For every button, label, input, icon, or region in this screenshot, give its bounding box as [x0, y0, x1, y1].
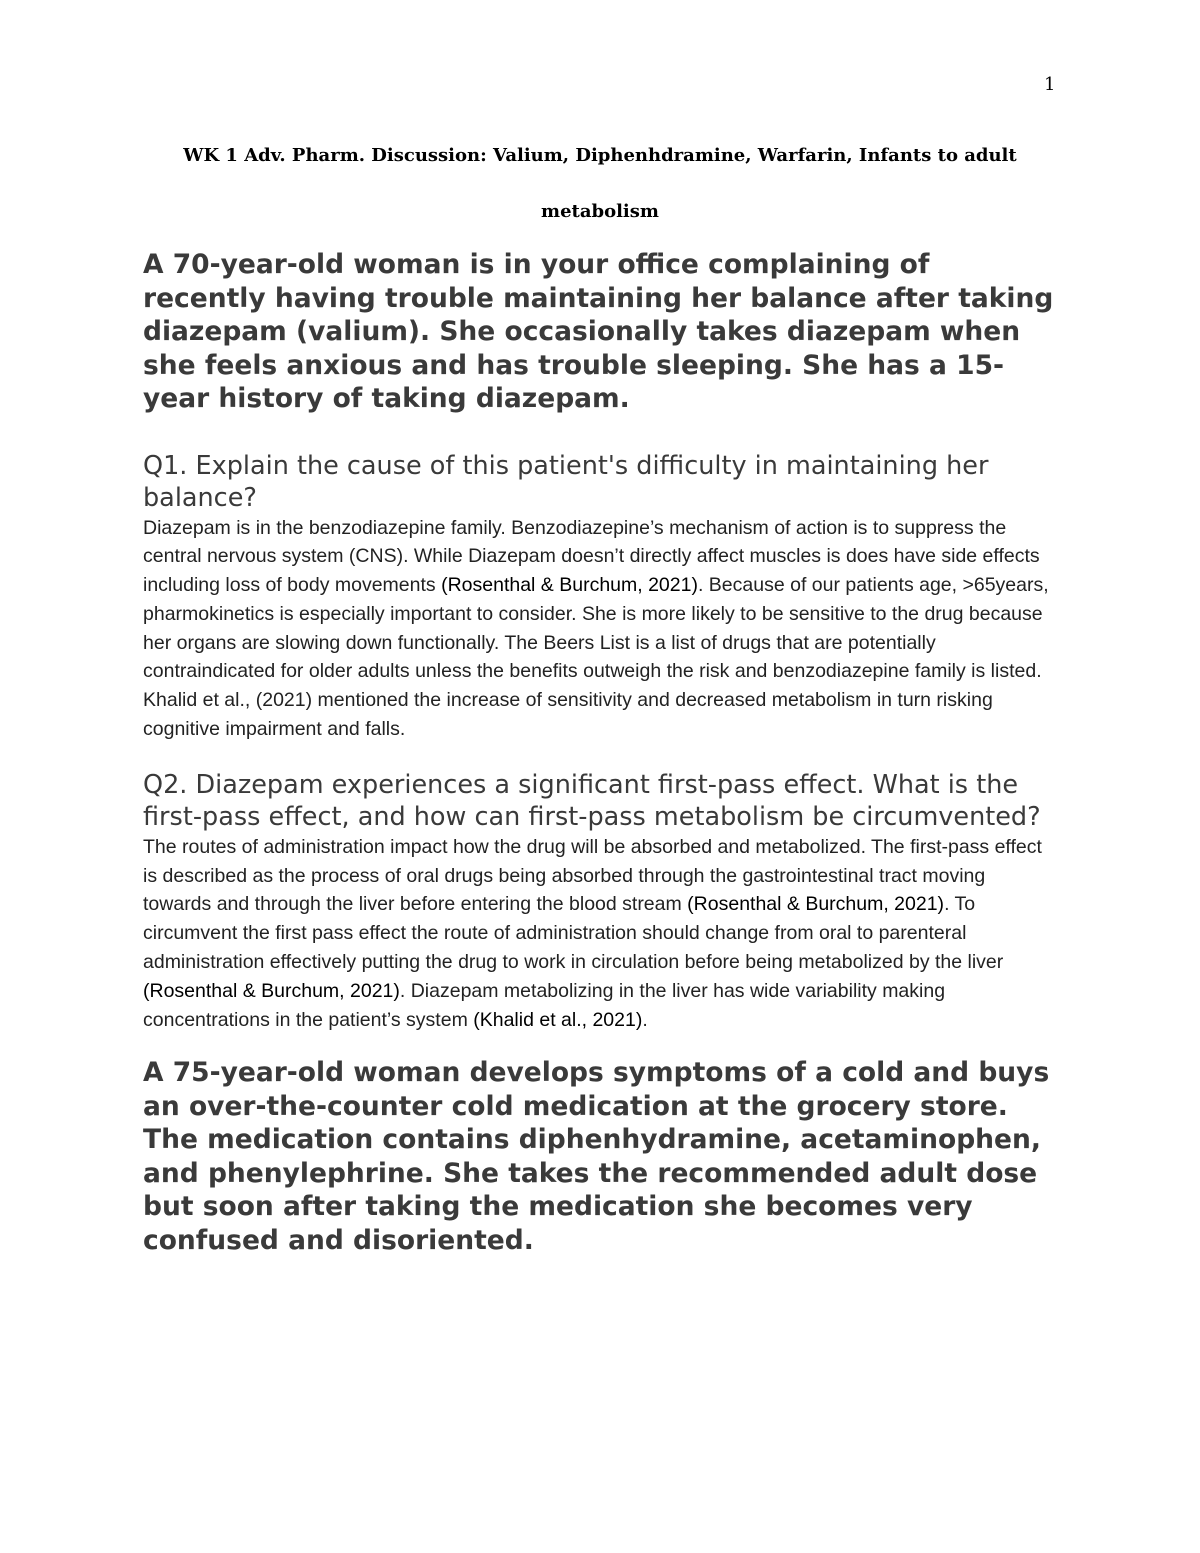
spacer	[143, 416, 1058, 450]
case-prompt-2: A 75-year-old woman develops symptoms of a cold and buys an over-the-counter cold medication at the grocery store. The medication contains diphenhydramine, acetaminophen, and phenylephrine. She takes the recommended adult dose but soon after taking the medication she becomes very confused and disoriented.	[143, 1057, 1050, 1256]
citation: (Rosenthal & Burchum, 2021)	[441, 574, 698, 597]
answer-1-text-a: Diazepam is in the benzodiazepine family. Benzodiazepine’s mechanism of action is to suppress the central nervous system (CNS). While Diazepam doesn’t directly affect muscles is does have side effects including loss of body movements	[143, 516, 1040, 597]
page-number: 1	[1044, 74, 1056, 95]
case-prompt-1: A 70-year-old woman is in your office complaining of recently having trouble maintaining her balance after taking diazepam (valium). She occasionally takes diazepam when she feels anxious and has trouble sleeping. She has a 15-year history of taking diazepam.	[143, 249, 1054, 414]
answer-2-text-c: . Diazepam metabolizing in the liver has wide variability making concentrations in the patient’s system	[143, 979, 946, 1031]
document-body	[143, 248, 1058, 1257]
answer-2-text-b: . To circumvent the first pass effect the route of administration should change from oral to parenteral administration effectively putting the drug to work in circulation before being metabolized by the liver	[143, 893, 1004, 974]
answer-1	[143, 514, 1058, 744]
citation: (Rosenthal & Burchum, 2021)	[143, 979, 400, 1002]
title-line-1: WK 1 Adv. Pharm. Discussion: Valium, Diphenhdramine, Warfarin, Infants to adult	[183, 145, 1017, 166]
answer-2-text-a: The routes of administration impact how the drug will be absorbed and metabolized. The first-pass effect is described as the process of oral drugs being absorbed through the gastrointestinal tract moving towards and through the liver before entering the blood stream	[143, 835, 1042, 916]
question-1: Q1. Explain the cause of this patient's difficulty in maintaining her balance?	[143, 450, 989, 513]
answer-2-text-d: .	[642, 1008, 648, 1031]
answer-2	[143, 833, 1058, 1035]
spacer	[143, 744, 1058, 769]
question-2: Q2. Diazepam experiences a significant first-pass effect. What is the first-pass effect, and how can first-pass metabolism be circumvented?	[143, 769, 1041, 832]
answer-1-text-b: . Because of our patients age, >65years, pharmokinetics is especially important to consider. She is more likely to be sensitive to the drug because her organs are slowing down functionally. The Beers List is a list of drugs that are potentially contraindicated for older adults unless the benefits outweigh the risk and benzodiazepine family is listed. Khalid et al., (2021) mentioned the increase of sensitivity and decreased metabolism in turn risking cognitive impairment and falls.	[143, 574, 1049, 741]
title-line-2: metabolism	[541, 201, 659, 222]
document-title	[130, 128, 1070, 240]
citation: (Rosenthal & Burchum, 2021)	[687, 893, 945, 916]
spacer	[143, 1034, 1058, 1056]
citation: (Khalid et al., 2021)	[473, 1008, 643, 1031]
